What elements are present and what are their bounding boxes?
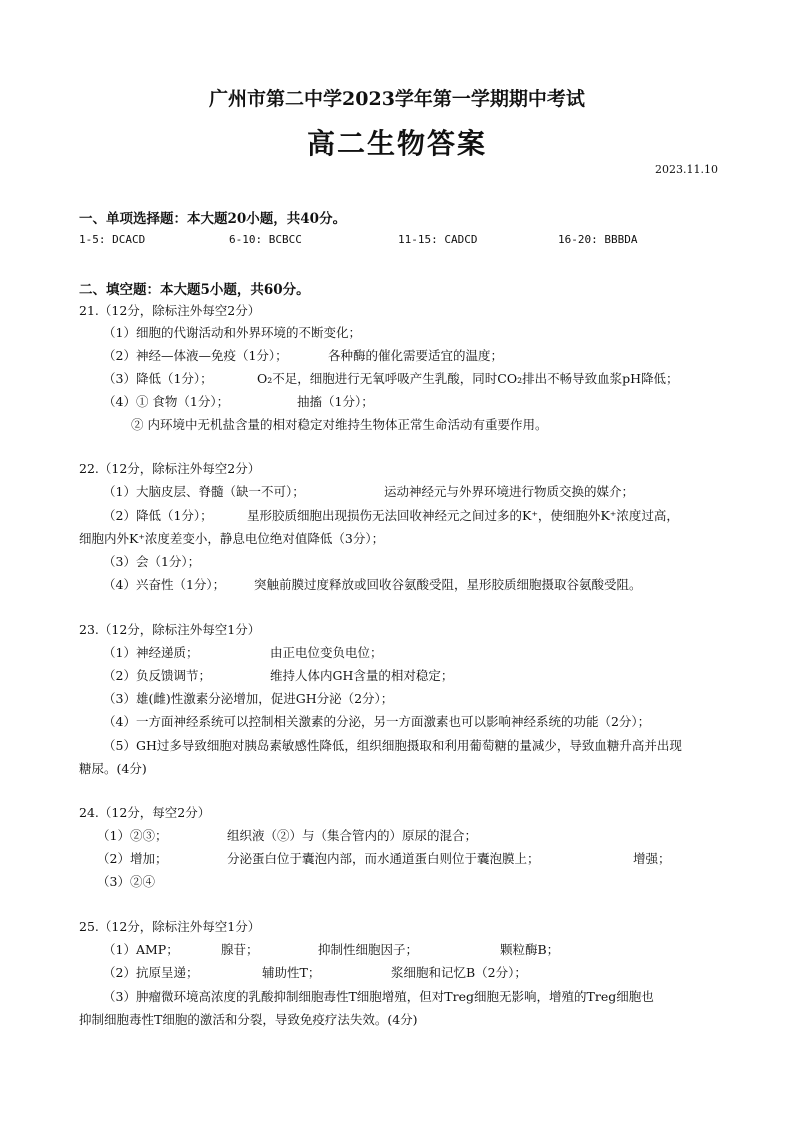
section2-heading: 二、填空题：本大题5小题，共60分。 — [79, 282, 310, 298]
mcq-group-16-20: 16-20: BBBDA — [558, 233, 638, 246]
q25-answer-1b: 腺苷； — [221, 942, 259, 957]
q25-answer-2c: 浆细胞和记忆B（2分）； — [391, 965, 527, 980]
q23-answer-3: （3）雄(雌)性激素分泌增加，促进GH分泌（2分）； — [103, 691, 394, 706]
q23-answer-4: （4）一方面神经系统可以控制相关激素的分泌，另一方面激素也可以影响神经系统的功能（2分）； — [103, 714, 651, 729]
q25-answer-2b: 辅助性T； — [262, 965, 321, 980]
mcq-group-1-5: 1-5: DCACD — [79, 233, 146, 246]
q25-header: 25.（12分，除标注外每空1分） — [79, 919, 261, 934]
q24-answer-3: （3）②④ — [97, 874, 155, 889]
q23-answer-5-cont: 糖尿。(4分) — [79, 761, 147, 776]
q24-answer-2a: （2）增加； — [97, 851, 168, 866]
q25-answer-3: （3）肿瘤微环境高浓度的乳酸抑制细胞毒性T细胞增殖，但对Treg细胞无影响，增殖的Treg细胞也 — [103, 989, 654, 1004]
q25-answer-1d: 颗粒酶B； — [500, 942, 560, 957]
q22-answer-2c: 细胞内外K⁺浓度差变小，静息电位绝对值降低（3分）； — [79, 531, 385, 546]
q24-answer-1a: （1）②③； — [97, 828, 168, 843]
school-exam-title: 广州市第二中学2023学年第一学期期中考试 — [209, 88, 585, 110]
q21-answer-1: （1）细胞的代谢活动和外界环境的不断变化； — [103, 325, 361, 340]
q25-answer-2a: （2）抗原呈递； — [103, 965, 199, 980]
q23-answer-2b: 维持人体内GH含量的相对稳定； — [270, 668, 454, 683]
subject-answer-title: 高二生物答案 — [306, 127, 487, 160]
q22-answer-4a: （4）兴奋性（1分）； — [103, 577, 226, 592]
q21-answer-3b: O₂不足，细胞进行无氧呼吸产生乳酸，同时CO₂排出不畅导致血浆pH降低； — [257, 371, 679, 386]
q24-answer-2b: 分泌蛋白位于囊泡内部，而水通道蛋白则位于囊泡膜上； — [227, 851, 540, 866]
mcq-group-6-10: 6-10: BCBCC — [229, 233, 302, 246]
q22-header: 22.（12分，除标注外每空2分） — [79, 461, 261, 476]
q21-answer-2a: （2）神经—体液—免疫（1分）； — [103, 348, 288, 363]
exam-date: 2023.11.10 — [655, 163, 718, 176]
q21-answer-4c: ② 内环境中无机盐含量的相对稳定对维持生物体正常生命活动有重要作用。 — [131, 417, 548, 432]
q25-answer-3-cont: 抑制细胞毒性T细胞的激活和分裂，导致免疫疗法失效。(4分) — [79, 1012, 418, 1027]
mcq-group-11-15: 11-15: CADCD — [398, 233, 478, 246]
q22-answer-1a: （1）大脑皮层、脊髓（缺一不可）； — [103, 484, 305, 499]
q21-header: 21.（12分，除标注外每空2分） — [79, 303, 261, 318]
section1-heading: 一、单项选择题：本大题20小题，共40分。 — [79, 211, 347, 227]
q23-header: 23.（12分，除标注外每空1分） — [79, 622, 261, 637]
q23-answer-1b: 由正电位变负电位； — [270, 645, 383, 660]
q21-answer-4a: （4）① 食物（1分）； — [103, 394, 230, 409]
q21-answer-3a: （3）降低（1分）； — [103, 371, 213, 386]
q22-answer-1b: 运动神经元与外界环境进行物质交换的媒介； — [384, 484, 635, 499]
q22-answer-3: （3）会（1分）； — [103, 554, 201, 569]
q22-answer-4b: 突触前膜过度释放或回收谷氨酸受阻，星形胶质细胞摄取谷氨酸受阻。 — [254, 577, 642, 592]
q25-answer-1a: （1）AMP； — [103, 942, 179, 957]
q23-answer-5: （5）GH过多导致细胞对胰岛素敏感性降低，组织细胞摄取和利用葡萄糖的量减少，导致血糖升高并出现 — [103, 738, 682, 753]
q22-answer-2a: （2）降低（1分）； — [103, 508, 213, 523]
q21-answer-2b: 各种酶的催化需要适宜的温度； — [328, 348, 504, 363]
q24-answer-1b: 组织液（②）与（集合管内的）原尿的混合； — [227, 828, 478, 843]
q24-header: 24.（12分，每空2分） — [79, 805, 211, 820]
q24-answer-2c: 增强； — [633, 851, 671, 866]
q21-answer-4b: 抽搐（1分）； — [297, 394, 374, 409]
q22-answer-2b: 星形胶质细胞出现损伤无法回收神经元之间过多的K⁺，使细胞外K⁺浓度过高， — [247, 508, 679, 523]
q23-answer-1a: （1）神经递质； — [103, 645, 199, 660]
q23-answer-2a: （2）负反馈调节； — [103, 668, 211, 683]
q25-answer-1c: 抑制性细胞因子； — [318, 942, 419, 957]
